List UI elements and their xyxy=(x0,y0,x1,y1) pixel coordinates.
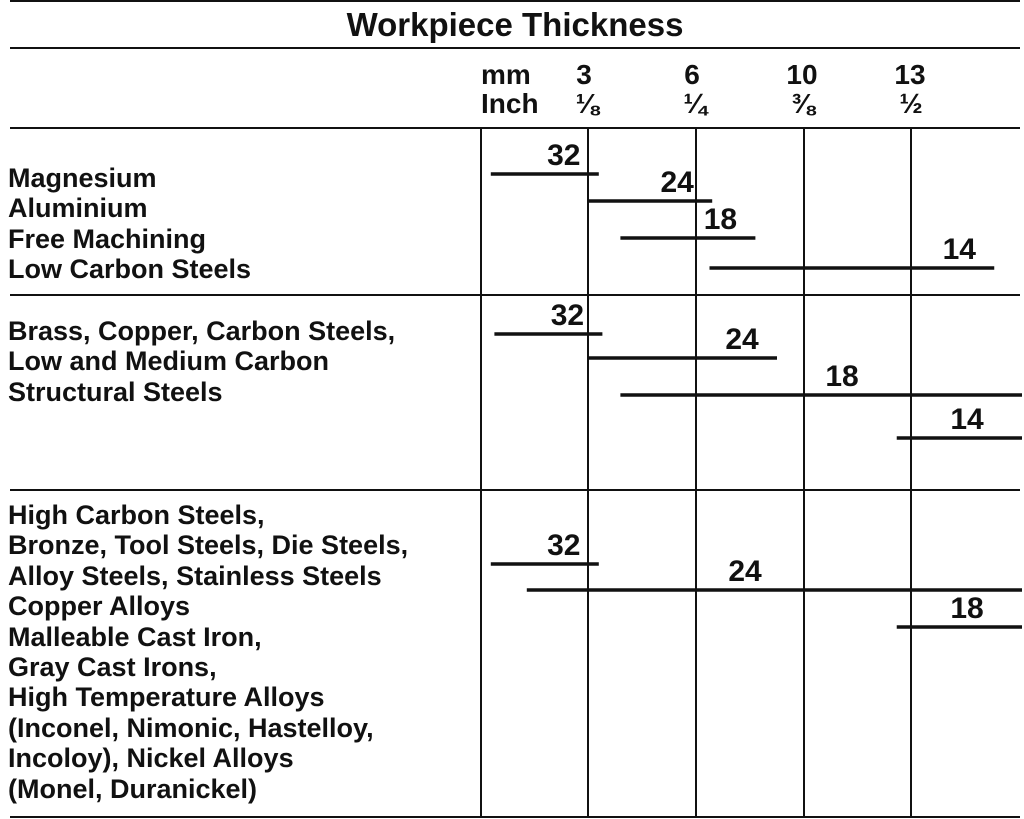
material-label: (Inconel, Nimonic, Hastelloy, xyxy=(8,712,374,743)
tick-mm-3: 3 xyxy=(576,59,592,90)
material-label: Brass, Copper, Carbon Steels, xyxy=(8,316,396,346)
tick-inch-1-2: ½ xyxy=(899,88,923,119)
material-label: Alloy Steels, Stainless Steels xyxy=(8,560,382,591)
range-label-2-14: 14 xyxy=(950,403,984,436)
range-label-1-14: 14 xyxy=(942,233,976,266)
material-label: (Monel, Duranickel) xyxy=(8,773,258,804)
tick-inch-1-8: ⅛ xyxy=(575,88,599,119)
material-label: High Carbon Steels, xyxy=(8,500,265,530)
chart-title: Workpiece Thickness xyxy=(346,6,684,43)
tick-inch-1-4: ¼ xyxy=(683,88,707,119)
range-label-1-18: 18 xyxy=(703,203,738,236)
range-label-2-24: 24 xyxy=(725,323,759,356)
tick-mm-13: 13 xyxy=(894,59,926,90)
material-label: Incoloy), Nickel Alloys xyxy=(8,743,294,774)
tick-mm-6: 6 xyxy=(684,59,700,90)
range-label-3-18: 18 xyxy=(950,592,984,625)
range-label-1-32: 32 xyxy=(547,139,581,172)
range-label-3-24: 24 xyxy=(728,555,762,588)
material-label: Magnesium xyxy=(8,163,157,193)
material-label: Low Carbon Steels xyxy=(8,254,252,285)
material-label: Gray Cast Irons, xyxy=(8,652,217,683)
material-label: Low and Medium Carbon xyxy=(8,346,329,377)
material-label: Bronze, Tool Steels, Die Steels, xyxy=(8,530,409,561)
range-label-1-24: 24 xyxy=(660,166,694,199)
material-label: Malleable Cast Iron, xyxy=(8,621,262,652)
range-label-2-18: 18 xyxy=(825,360,859,393)
material-label: Structural Steels xyxy=(8,376,223,407)
mm-unit-label: mm xyxy=(481,59,531,90)
inch-unit-label: Inch xyxy=(481,88,539,119)
range-label-3-32: 32 xyxy=(547,529,581,562)
material-label: Copper Alloys xyxy=(8,591,191,622)
material-label: Aluminium xyxy=(8,193,148,224)
tick-inch-3-8: ⅜ xyxy=(791,88,815,119)
material-label: High Temperature Alloys xyxy=(8,682,325,713)
tick-mm-10: 10 xyxy=(786,59,818,90)
material-label: Free Machining xyxy=(8,223,207,254)
range-label-2-32: 32 xyxy=(550,299,585,332)
